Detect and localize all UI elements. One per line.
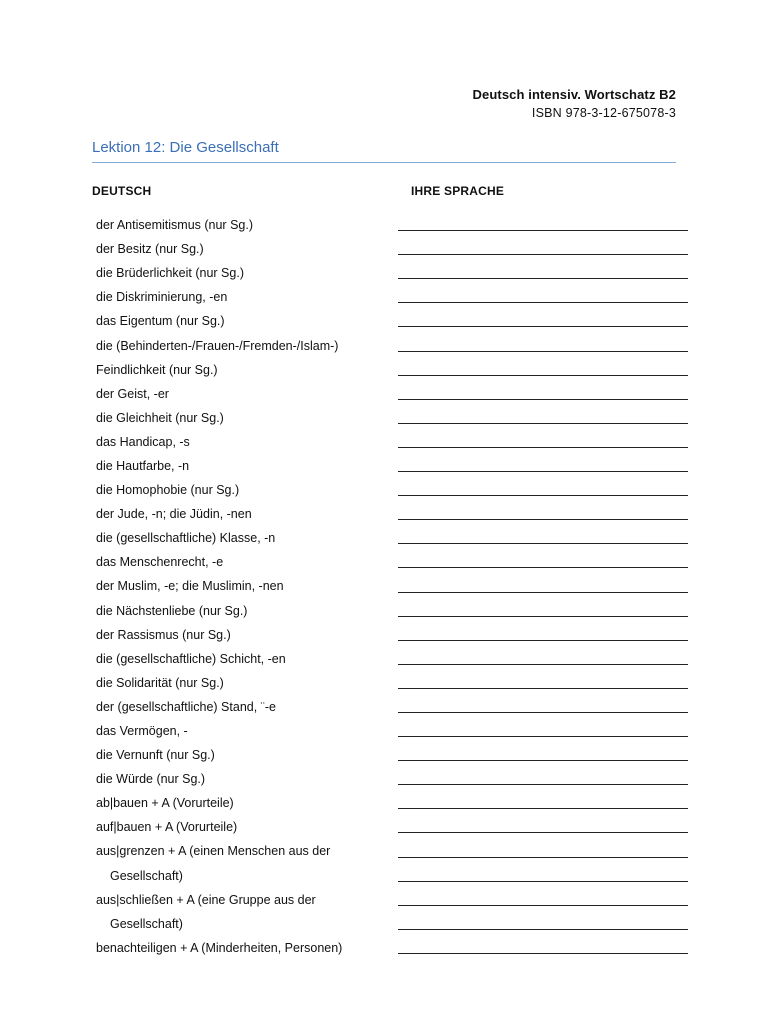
vocab-row: [96, 888, 688, 912]
answer-line: [398, 423, 688, 424]
vocabulary-list: [96, 213, 688, 960]
answer-line: [398, 736, 688, 737]
vocab-term: die Diskriminierung, -en: [96, 290, 228, 305]
vocab-row: [96, 815, 688, 839]
vocab-row: [96, 647, 688, 671]
answer-line: [398, 375, 688, 376]
vocab-row: [96, 382, 688, 406]
vocab-row: [96, 839, 688, 863]
vocab-row: [96, 574, 688, 598]
vocab-row: [96, 936, 688, 960]
vocab-term: das Menschenrecht, -e: [96, 555, 224, 570]
answer-line: [398, 543, 688, 544]
vocab-row: [96, 213, 688, 237]
answer-line: [398, 784, 688, 785]
vocab-term: die (gesellschaftliche) Klasse, -n: [96, 531, 276, 546]
vocab-row: [96, 550, 688, 574]
vocab-term: die Vernunft (nur Sg.): [96, 748, 215, 763]
answer-line: [398, 664, 688, 665]
vocab-term: der Jude, -n; die Jüdin, -nen: [96, 507, 252, 522]
vocab-term: auf|bauen + A (Vorurteile): [96, 820, 238, 835]
answer-line: [398, 832, 688, 833]
book-title: Deutsch intensiv. Wortschatz B2: [472, 87, 676, 102]
vocab-term: der Muslim, -e; die Muslimin, -nen: [96, 579, 284, 594]
vocab-row: [96, 719, 688, 743]
answer-line: [398, 905, 688, 906]
vocab-term: die Solidarität (nur Sg.): [96, 675, 224, 690]
vocab-term: die (Behinderten-/Frauen-/Fremden-/Islam-): [96, 338, 339, 353]
vocab-term: das Vermögen, -: [96, 724, 188, 739]
column-header-deutsch: DEUTSCH: [92, 184, 152, 198]
answer-line: [398, 567, 688, 568]
answer-line: [398, 519, 688, 520]
vocab-term: ab|bauen + A (Vorurteile): [96, 796, 234, 811]
vocab-term: das Eigentum (nur Sg.): [96, 314, 225, 329]
vocab-row: [96, 791, 688, 815]
vocab-row: [96, 912, 688, 936]
answer-line: [398, 495, 688, 496]
answer-line: [398, 302, 688, 303]
answer-line: [398, 760, 688, 761]
vocab-row: [96, 623, 688, 647]
vocab-row: [96, 502, 688, 526]
lesson-title: Lektion 12: Die Gesellschaft: [92, 139, 279, 156]
vocab-row: [96, 309, 688, 333]
vocab-row: [96, 430, 688, 454]
answer-line: [398, 953, 688, 954]
vocab-term: der Rassismus (nur Sg.): [96, 627, 231, 642]
vocab-term: benachteiligen + A (Minderheiten, Personen): [96, 940, 343, 955]
answer-line: [398, 254, 688, 255]
answer-line: [398, 640, 688, 641]
answer-line: [398, 857, 688, 858]
book-header: [473, 86, 676, 122]
vocab-term: aus|schließen + A (eine Gruppe aus der: [96, 892, 316, 907]
answer-line: [398, 447, 688, 448]
title-underline: [92, 162, 676, 163]
vocab-term: die Hautfarbe, -n: [96, 458, 190, 473]
vocab-row: [96, 406, 688, 430]
answer-line: [398, 592, 688, 593]
answer-line: [398, 230, 688, 231]
vocab-term: die Gleichheit (nur Sg.): [96, 410, 224, 425]
vocab-term: der Antisemitismus (nur Sg.): [96, 218, 253, 233]
vocab-row: [96, 358, 688, 382]
answer-line: [398, 881, 688, 882]
vocab-row: [96, 261, 688, 285]
answer-line: [398, 399, 688, 400]
vocab-term: Gesellschaft): [110, 916, 183, 931]
vocab-row: [96, 767, 688, 791]
vocab-row: [96, 526, 688, 550]
answer-line: [398, 688, 688, 689]
vocab-row: [96, 743, 688, 767]
vocab-row: [96, 599, 688, 623]
vocab-term: die Brüderlichkeit (nur Sg.): [96, 266, 244, 281]
vocab-term: der Besitz (nur Sg.): [96, 242, 204, 257]
vocab-row: [96, 285, 688, 309]
vocab-term: der (gesellschaftliche) Stand, ¨-e: [96, 699, 276, 714]
answer-line: [398, 326, 688, 327]
vocab-row: [96, 671, 688, 695]
vocab-term: das Handicap, -s: [96, 434, 190, 449]
vocab-term: die Homophobie (nur Sg.): [96, 483, 240, 498]
vocab-term: die Nächstenliebe (nur Sg.): [96, 603, 248, 618]
vocab-term: der Geist, -er: [96, 386, 169, 401]
vocab-term: die Würde (nur Sg.): [96, 772, 206, 787]
isbn: ISBN 978-3-12-675078-3: [531, 106, 676, 120]
answer-line: [398, 808, 688, 809]
answer-line: [398, 712, 688, 713]
vocab-row: [96, 864, 688, 888]
vocab-row: [96, 478, 688, 502]
vocab-row: [96, 695, 688, 719]
answer-line: [398, 616, 688, 617]
column-header-ihre-sprache: IHRE SPRACHE: [411, 184, 505, 198]
vocab-term: Feindlichkeit (nur Sg.): [96, 362, 218, 377]
vocab-term: Gesellschaft): [110, 868, 183, 883]
answer-line: [398, 278, 688, 279]
answer-line: [398, 929, 688, 930]
vocab-row: [96, 237, 688, 261]
vocab-row: [96, 333, 688, 357]
answer-line: [398, 471, 688, 472]
answer-line: [398, 351, 688, 352]
vocab-row: [96, 454, 688, 478]
vocab-term: aus|grenzen + A (einen Menschen aus der: [96, 844, 331, 859]
vocab-term: die (gesellschaftliche) Schicht, -en: [96, 651, 286, 666]
